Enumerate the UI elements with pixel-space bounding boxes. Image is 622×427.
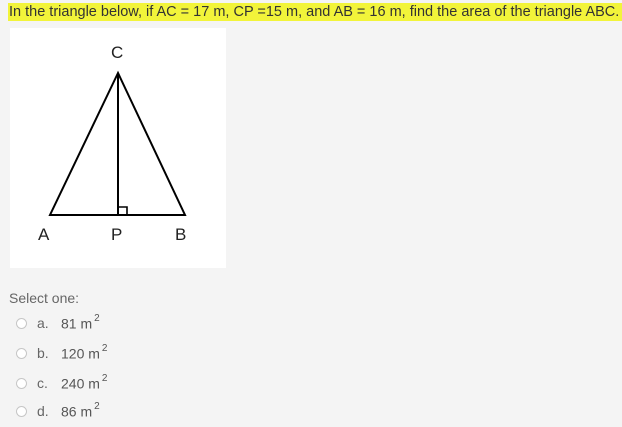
option-value: 81 m $^2$ [61, 312, 100, 332]
option-letter: d. [37, 403, 49, 419]
select-one-label: Select one: [9, 290, 80, 306]
vertex-label-c: C [111, 43, 124, 62]
vertex-label-b: B [175, 225, 187, 244]
option-d[interactable] [16, 401, 100, 421]
option-letter: b. [37, 345, 49, 361]
option-a[interactable] [16, 313, 100, 333]
option-value: 240 m $^2$ [61, 372, 108, 392]
radio-button[interactable] [16, 348, 27, 359]
option-letter: a. [37, 315, 49, 331]
radio-button[interactable] [16, 378, 27, 389]
radio-button[interactable] [16, 406, 27, 417]
right-angle-marker [118, 207, 127, 215]
vertex-label-a: A [38, 225, 50, 244]
option-c[interactable] [16, 373, 107, 393]
option-value: 86 m $^2$ [61, 400, 100, 420]
option-value: 120 m $^2$ [61, 342, 108, 362]
triangle-figure [10, 28, 226, 268]
option-b[interactable] [16, 343, 107, 363]
radio-button[interactable] [16, 318, 27, 329]
option-letter: c. [37, 375, 48, 391]
question-text: In the triangle below, if AC = 17 m, CP =15 m, and AB = 16 m, find the area of the triangle ABC. [8, 3, 622, 21]
point-label-p: P [111, 225, 123, 244]
